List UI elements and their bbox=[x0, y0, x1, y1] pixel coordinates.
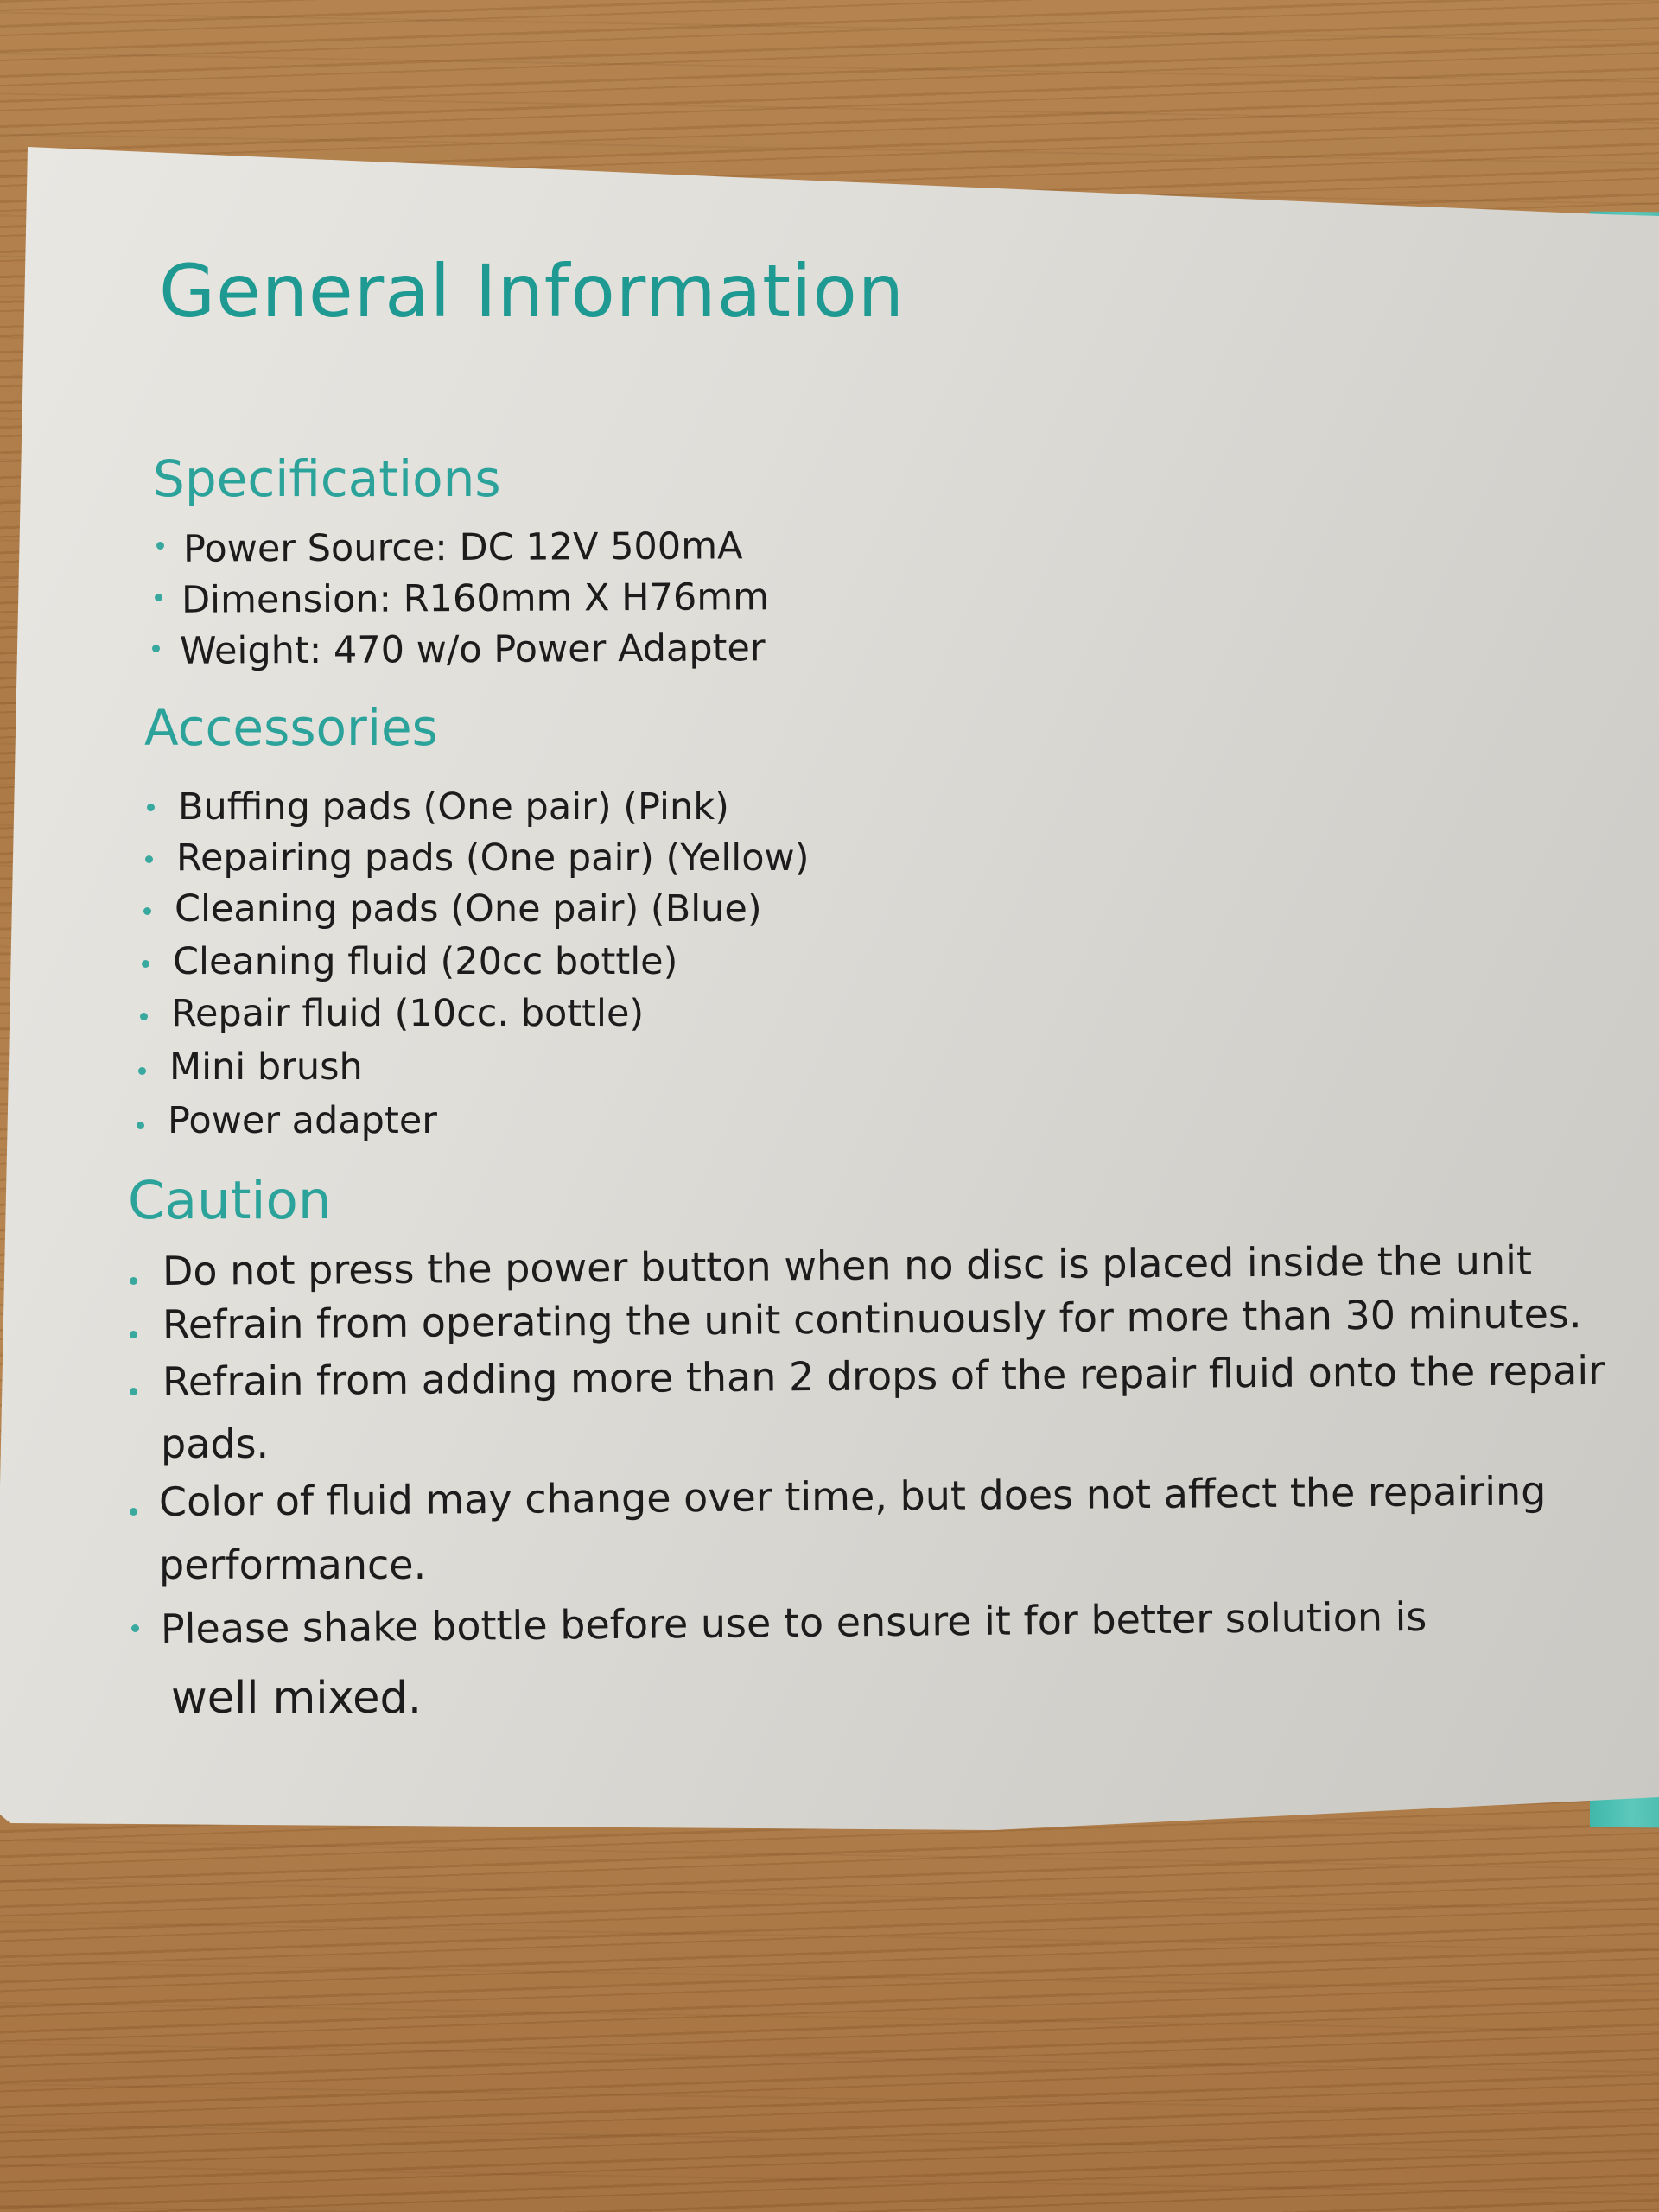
bullet-icon bbox=[152, 645, 160, 652]
caution-item: Refrain from adding more than 2 drops of the repair fluid onto the repair bbox=[162, 1346, 1605, 1405]
bullet-icon bbox=[130, 1508, 137, 1516]
caution-item-continued: well mixed. bbox=[171, 1673, 423, 1724]
spec-item: Dimension: R160mm X H76mm bbox=[181, 575, 770, 622]
bullet-icon bbox=[155, 594, 162, 601]
spec-item: Power Source: DC 12V 500mA bbox=[182, 524, 743, 571]
accessories-heading: Accessories bbox=[144, 698, 438, 757]
accessory-item: Cleaning fluid (20cc bottle) bbox=[173, 940, 678, 983]
caution-heading: Caution bbox=[128, 1170, 332, 1231]
accessory-item: Buffing pads (One pair) (Pink) bbox=[178, 785, 729, 829]
bullet-icon bbox=[131, 1624, 139, 1632]
caution-item: Refrain from operating the unit continuously for more than 30 minutes. bbox=[162, 1290, 1582, 1348]
bullet-icon bbox=[156, 542, 164, 550]
caution-item: Color of fluid may change over time, but does not affect the repairing bbox=[158, 1467, 1547, 1525]
caution-item-continued: performance. bbox=[159, 1541, 427, 1588]
caution-item-continued: pads. bbox=[161, 1421, 270, 1467]
specifications-heading: Specifications bbox=[153, 449, 501, 508]
bullet-icon bbox=[142, 960, 149, 968]
bullet-icon bbox=[130, 1277, 137, 1285]
bullet-icon bbox=[138, 1067, 146, 1075]
accessory-item: Cleaning pads (One pair) (Blue) bbox=[175, 887, 762, 931]
bullet-icon bbox=[137, 1122, 144, 1129]
bullet-icon bbox=[130, 1331, 137, 1338]
spec-item: Weight: 470 w/o Power Adapter bbox=[179, 626, 766, 673]
caution-item: Do not press the power button when no disc is placed inside the unit bbox=[162, 1236, 1533, 1294]
accessory-item: Repairing pads (One pair) (Yellow) bbox=[176, 836, 810, 880]
bullet-icon bbox=[145, 855, 153, 863]
bullet-icon bbox=[143, 907, 151, 915]
page-title: General Information bbox=[159, 249, 905, 334]
accessory-item: Mini brush bbox=[169, 1046, 363, 1089]
caution-item: Please shake bottle before use to ensure it for better solution is bbox=[160, 1592, 1427, 1652]
accessory-item: Repair fluid (10cc. bottle) bbox=[171, 992, 645, 1035]
bullet-icon bbox=[130, 1388, 137, 1395]
accessory-item: Power adapter bbox=[168, 1099, 437, 1142]
bullet-icon bbox=[147, 804, 155, 811]
bullet-icon bbox=[140, 1013, 148, 1020]
